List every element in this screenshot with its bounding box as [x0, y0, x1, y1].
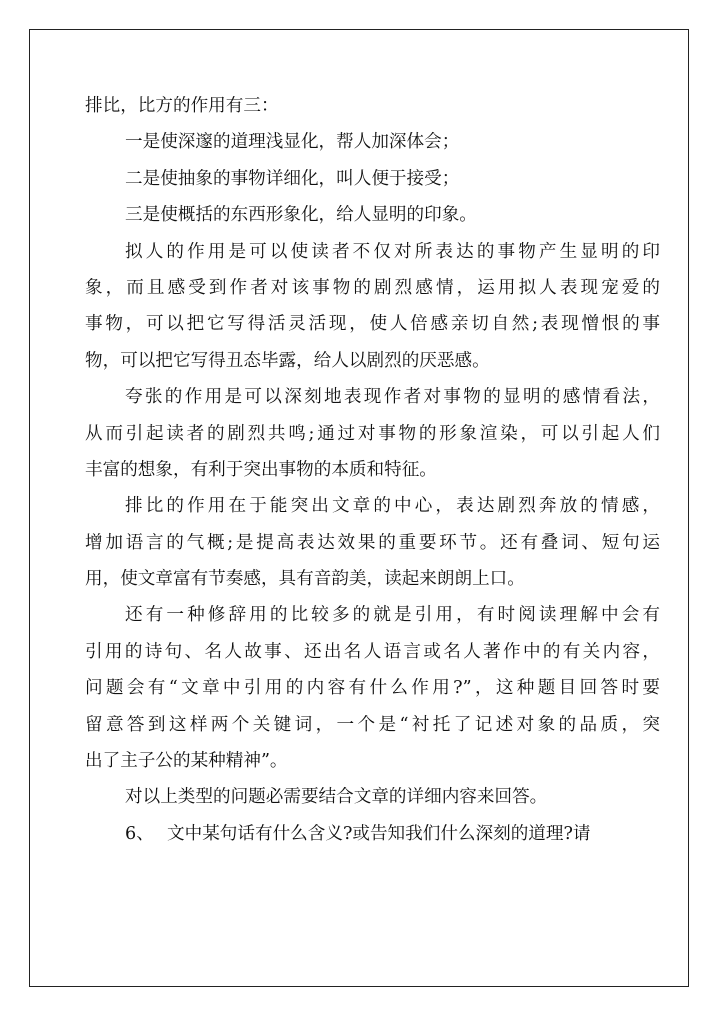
line-16: 引用的诗句、名人故事、还出名人语言或名人著作中的有关内容，: [85, 641, 660, 662]
line-6: 象，而且感受到作者对该事物的剧烈感情，运用拟人表现宠爱的: [85, 277, 660, 298]
line-4: 三是使概括的东西形象化，给人显明的印象。: [125, 205, 477, 226]
line-14: 用，使文章富有节奏感，具有音韵美，读起来朗朗上口。: [85, 569, 525, 590]
line-3: 二是使抽象的事物详细化，叫人便于接受；: [125, 168, 460, 189]
line-11: 丰富的想象，有利于突出事物的本质和特征。: [85, 459, 437, 480]
line-12: 排比的作用在于能突出文章的中心，表达剧烈奔放的情感，: [125, 496, 660, 517]
line-1: 排比，比方的作用有三：: [85, 96, 279, 116]
document-body: [85, 88, 660, 852]
line-8: 物，可以把它写得丑态毕露，给人以剧烈的厌恶感。: [85, 350, 490, 371]
line-17: 问题会有“文章中引用的内容有什么作用?”，这种题目回答时要: [85, 678, 660, 699]
line-18: 留意答到这样两个关键词，一个是“衬托了记述对象的品质，突: [85, 714, 660, 735]
line-15: 还有一种修辞用的比较多的就是引用，有时阅读理解中会有: [125, 605, 660, 626]
line-10: 从而引起读者的剧烈共鸣;通过对事物的形象渲染，可以引起人们: [85, 423, 660, 444]
line-5: 拟人的作用是可以使读者不仅对所表达的事物产生显明的印: [125, 241, 660, 262]
line-9: 夸张的作用是可以深刻地表现作者对事物的显明的感情看法，: [125, 387, 660, 408]
line-7: 事物，可以把它写得活灵活现，使人倍感亲切自然;表现憎恨的事: [85, 314, 660, 335]
line-2: 一是使深邃的道理浅显化，帮人加深体会；: [125, 132, 460, 153]
line-20: 对以上类型的问题必需要结合文章的详细内容来回答。: [125, 787, 548, 808]
item-6-line: [85, 816, 660, 852]
item-6-text: 文中某句话有什么含义?或告知我们什么深刻的道理?请: [167, 823, 591, 844]
line-19: 出了主子公的某种精神”。: [85, 751, 288, 772]
line-13: 增加语言的气概;是提高表达效果的重要环节。还有叠词、短句运: [85, 532, 660, 553]
item-6-number: 6、: [125, 823, 154, 844]
